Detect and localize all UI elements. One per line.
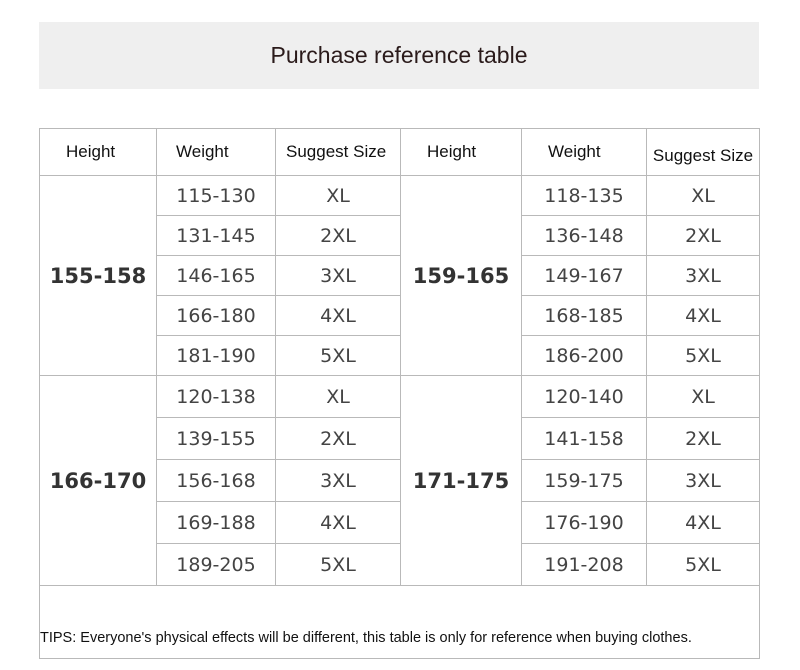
weight-cell: 191-208 bbox=[522, 544, 647, 586]
size-cell: 5XL bbox=[647, 336, 760, 376]
size-cell: 3XL bbox=[647, 256, 760, 296]
header-height-right: Height bbox=[401, 129, 522, 176]
weight-cell: 168-185 bbox=[522, 296, 647, 336]
size-cell: XL bbox=[647, 176, 760, 216]
weight-cell: 136-148 bbox=[522, 216, 647, 256]
weight-cell: 181-190 bbox=[157, 336, 276, 376]
size-reference-table bbox=[39, 128, 760, 659]
weight-cell: 141-158 bbox=[522, 418, 647, 460]
size-cell: 2XL bbox=[276, 216, 401, 256]
size-cell: 4XL bbox=[276, 296, 401, 336]
header-size-left: Suggest Size bbox=[276, 129, 401, 176]
weight-cell: 159-175 bbox=[522, 460, 647, 502]
page-title: Purchase reference table bbox=[270, 42, 528, 68]
table-row bbox=[40, 176, 760, 216]
table-row bbox=[40, 376, 760, 418]
size-cell: 5XL bbox=[276, 544, 401, 586]
weight-cell: 169-188 bbox=[157, 502, 276, 544]
weight-cell: 131-145 bbox=[157, 216, 276, 256]
weight-cell: 189-205 bbox=[157, 544, 276, 586]
size-cell: XL bbox=[647, 376, 760, 418]
weight-cell: 146-165 bbox=[157, 256, 276, 296]
weight-cell: 120-140 bbox=[522, 376, 647, 418]
weight-cell: 149-167 bbox=[522, 256, 647, 296]
height-range-cell: 166-170 bbox=[40, 376, 157, 586]
header-weight-left: Weight bbox=[157, 129, 276, 176]
header-weight-right: Weight bbox=[522, 129, 647, 176]
height-range-cell: 171-175 bbox=[401, 376, 522, 586]
weight-cell: 118-135 bbox=[522, 176, 647, 216]
size-cell: 4XL bbox=[647, 502, 760, 544]
size-cell: XL bbox=[276, 376, 401, 418]
size-cell: 2XL bbox=[647, 418, 760, 460]
tips-text: TIPS: Everyone's physical effects will be different, this table is only for reference when buying clothes. bbox=[40, 586, 760, 659]
size-cell: 3XL bbox=[276, 460, 401, 502]
weight-cell: 120-138 bbox=[157, 376, 276, 418]
weight-cell: 115-130 bbox=[157, 176, 276, 216]
weight-cell: 139-155 bbox=[157, 418, 276, 460]
tips-row bbox=[40, 586, 760, 659]
size-cell: XL bbox=[276, 176, 401, 216]
weight-cell: 156-168 bbox=[157, 460, 276, 502]
title-bar bbox=[39, 22, 759, 89]
header-row bbox=[40, 129, 760, 176]
size-cell: 4XL bbox=[647, 296, 760, 336]
size-cell: 2XL bbox=[647, 216, 760, 256]
weight-cell: 166-180 bbox=[157, 296, 276, 336]
size-cell: 5XL bbox=[276, 336, 401, 376]
height-range-cell: 159-165 bbox=[401, 176, 522, 376]
weight-cell: 186-200 bbox=[522, 336, 647, 376]
size-cell: 5XL bbox=[647, 544, 760, 586]
size-cell: 2XL bbox=[276, 418, 401, 460]
size-cell: 3XL bbox=[276, 256, 401, 296]
height-range-cell: 155-158 bbox=[40, 176, 157, 376]
header-size-right: Suggest Size bbox=[647, 129, 760, 176]
size-cell: 4XL bbox=[276, 502, 401, 544]
header-height-left: Height bbox=[40, 129, 157, 176]
weight-cell: 176-190 bbox=[522, 502, 647, 544]
size-cell: 3XL bbox=[647, 460, 760, 502]
